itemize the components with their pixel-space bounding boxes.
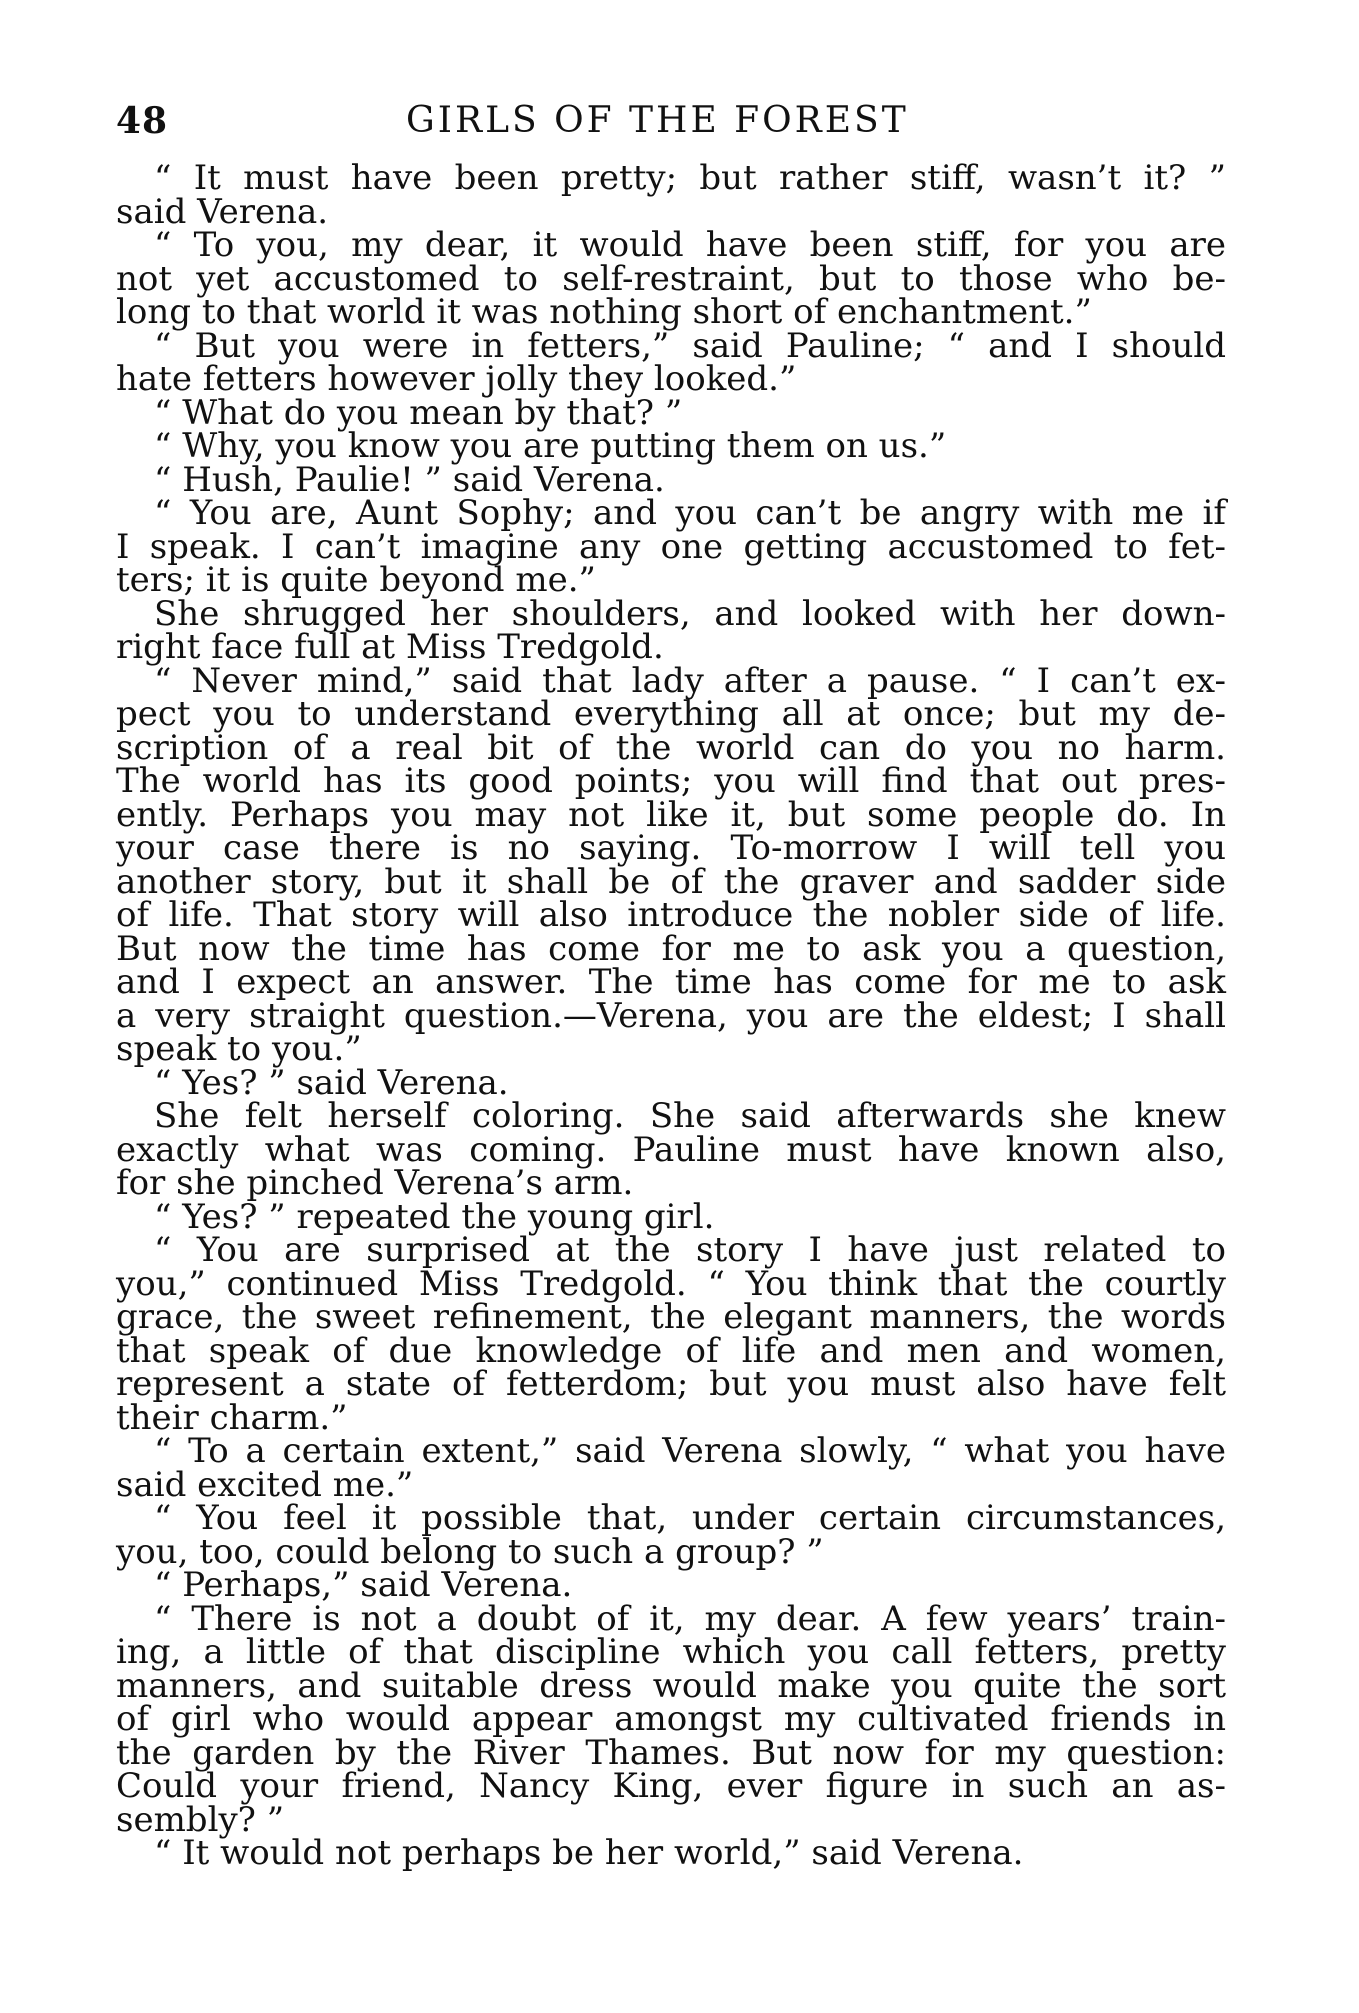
text-line: scription of a real bit of the world can do you no harm. <box>116 727 1226 768</box>
text-line: that speak of due knowledge of life and men and women, <box>116 1330 1226 1371</box>
text-line: exactly what was coming. Pauline must have known also, <box>116 1129 1226 1170</box>
text-line: right face full at Miss Tredgold. <box>116 627 664 667</box>
text-line: “ It must have been pretty; but rather stiff, wasn’t it? ” <box>154 158 1226 198</box>
page-number: 48 <box>116 100 169 142</box>
text-line: a very straight question.—Verena, you are the eldest; I shall <box>116 995 1226 1036</box>
text-line: you, too, could belong to such a group? ” <box>116 1531 824 1572</box>
text-line: pect you to understand everything all at once; but my de- <box>116 694 1226 734</box>
text-line: manners, and suitable dress would make you quite the sort <box>116 1665 1226 1706</box>
text-line: your case there is no saying. To-morrow I will tell you <box>116 828 1226 868</box>
text-line: “ There is not a doubt of it, my dear. A few years’ train- <box>154 1598 1226 1639</box>
text-line: another story, but it shall be of the graver and sadder side <box>116 861 1226 902</box>
text-line: grace, the sweet refinement, the elegant manners, the words <box>116 1297 1226 1337</box>
text-line: their charm.” <box>116 1397 348 1438</box>
text-line: ters; it is quite beyond me.” <box>116 560 596 600</box>
page-header <box>116 100 1222 150</box>
text-line: “ You are, Aunt Sophy; and you can’t be angry with me if <box>154 493 1226 533</box>
text-line: “ Yes? ” said Verena. <box>154 1062 509 1103</box>
text-line: “ Perhaps,” said Verena. <box>154 1565 573 1605</box>
text-line: speak to you.” <box>116 1029 362 1069</box>
text-line: “ Hush, Paulie! ” said Verena. <box>154 459 665 500</box>
text-line: She felt herself coloring. She said afterwards she knew <box>154 1096 1226 1136</box>
text-line: “ Yes? ” repeated the young girl. <box>154 1196 715 1237</box>
text-line: represent a state of fetterdom; but you must also have felt <box>116 1364 1226 1404</box>
text-line: hate fetters however jolly they looked.” <box>116 359 797 399</box>
text-line: said excited me.” <box>116 1464 414 1505</box>
text-line: “ You feel it possible that, under certain circumstances, <box>154 1498 1226 1538</box>
text-line: not yet accustomed to self-restraint, but to those who be- <box>116 258 1226 299</box>
text-line: you,” continued Miss Tredgold. “ You think that the courtly <box>116 1263 1226 1304</box>
text-line: She shrugged her shoulders, and looked with her down- <box>154 593 1226 634</box>
text-line: the garden by the River Thames. But now for my question: <box>116 1732 1226 1773</box>
body-text <box>116 158 1226 1873</box>
text-line: ing, a little of that discipline which you call fetters, pretty <box>116 1632 1226 1672</box>
text-line: and I expect an answer. The time has come for me to ask <box>116 962 1226 1002</box>
text-line: of life. That story will also introduce the nobler side of life. <box>116 895 1226 935</box>
text-line: But now the time has come for me to ask you a question, <box>116 928 1226 969</box>
text-line: “ Never mind,” said that lady after a pause. “ I can’t ex- <box>154 660 1226 701</box>
text-line: The world has its good points; you will find that out pres- <box>116 761 1226 801</box>
text-line: Could your friend, Nancy King, ever figure in such an as- <box>116 1766 1226 1806</box>
text-line: “ To a certain extent,” said Verena slowly, “ what you have <box>154 1431 1226 1471</box>
text-line: “ What do you mean by that? ” <box>154 392 683 433</box>
text-line: long to that world it was nothing short of enchantment.” <box>116 292 1092 332</box>
text-line: of girl who would appear amongst my cultivated friends in <box>116 1699 1226 1739</box>
text-line: “ To you, my dear, it would have been stiff, for you are <box>154 225 1226 265</box>
text-line: sembly? ” <box>116 1799 285 1840</box>
text-line: “ It would not perhaps be her world,” said Verena. <box>154 1833 1024 1873</box>
running-head: GIRLS OF THE FOREST <box>406 100 909 141</box>
text-line: “ Why, you know you are putting them on us.” <box>154 426 947 466</box>
text-line: ently. Perhaps you may not like it, but some people do. In <box>116 794 1226 835</box>
text-line: for she pinched Verena’s arm. <box>116 1163 634 1203</box>
text-line: I speak. I can’t imagine any one getting accustomed to fet- <box>116 526 1226 567</box>
text-line: “ You are surprised at the story I have just related to <box>154 1230 1226 1270</box>
text-line: said Verena. <box>116 191 329 232</box>
text-line: “ But you were in fetters,” said Pauline; “ and I should <box>154 325 1226 366</box>
